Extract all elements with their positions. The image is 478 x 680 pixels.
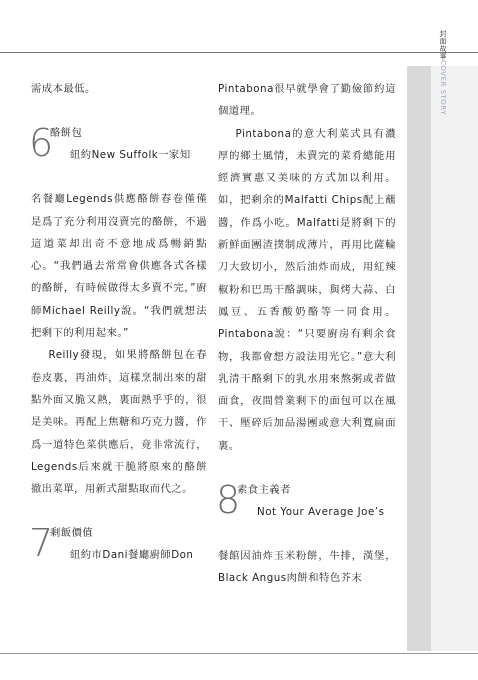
section-7-number: 7 [29, 521, 54, 566]
section-7-title: 剩飯價值 [50, 527, 94, 540]
left-paragraph-2: Reilly發現，如果將酪餅包在春卷皮裏，再油炸，這樣烹制出來的甜點外面又脆又熱，裏面熱乎乎的，很是美味。再配上焦糖和巧克力醬，作爲一道特色菜供應后，竟非常流行，Legends后來就干脆將原來的酪餅撤出菜單，用新式甜點取而代之。 [31, 349, 207, 496]
section-6-body: 名餐廳Legends供應酪餅春卷僅僅是爲了充分利用沒賣完的酪餅，不過這道菜却出奇不意地成爲暢銷點心。“我們過去常常會供應各式各樣的酪餅，有時候做得太多賣不完，”廚師Michael Reilly說。“我們就想法把剩下的利用起來。” [31, 193, 207, 340]
right-paragraph-1: Pintabona很早就學會了勤儉節約這個道理。 [218, 83, 396, 118]
section-7-heading [31, 522, 207, 588]
left-column [31, 78, 207, 588]
bottom-rule [0, 653, 478, 654]
section-tab-bar [407, 66, 431, 651]
section-8-number: 8 [216, 478, 241, 523]
section-6-first-line: 紐約New Suffolk一家知 [70, 149, 191, 162]
section-7-first-line: 紐約市Dani餐廳廚師Don [70, 549, 194, 562]
section-label [438, 30, 447, 115]
section-label-en: COVER STORY [439, 60, 447, 115]
left-paragraph-1: 需成本最低。 [31, 83, 96, 95]
right-column [218, 78, 396, 590]
section-8-title: 素食主義者 [237, 484, 291, 497]
section-8-body: 餐館因油炸玉米粉餅，牛排，漢堡，Black Angus肉餅和特色芥末 [218, 550, 396, 585]
top-rule [0, 52, 478, 53]
section-8-first-line: Not Your Average Joe’s [257, 506, 385, 519]
section-6-heading [31, 122, 207, 188]
section-6-number: 6 [29, 121, 54, 166]
section-label-cn: 封面故事 [439, 30, 447, 60]
right-paragraph-2: Pintabona的意大利菜式具有濃厚的鄉土風情，未賣完的菜肴總能用經濟實惠又美味的方式加以利用。如，把剩余的Malfatti Chips配上蘸醬，作爲小吃。Malfatti是將剩下的新鮮面團渣撲制成薄片，再用比薩輪刀大致切小，然后油炸而成，用紅辣椒粉和巴馬干酪調味，與烤大蒜、白鳳豆、五香酸奶酪等一同食用。Pintabona說：“只要廚房有剩余食物，我都會想方設法用光它。”意大利乳清干酪剩下的乳水用來熬粥或者做面食，夜間營業剩下的面包可以在風干、壓碎后加品湯團或意大利寬扁面裏。 [218, 127, 396, 452]
section-8-heading [218, 479, 396, 545]
section-6-title: 酪餅包 [50, 127, 83, 140]
